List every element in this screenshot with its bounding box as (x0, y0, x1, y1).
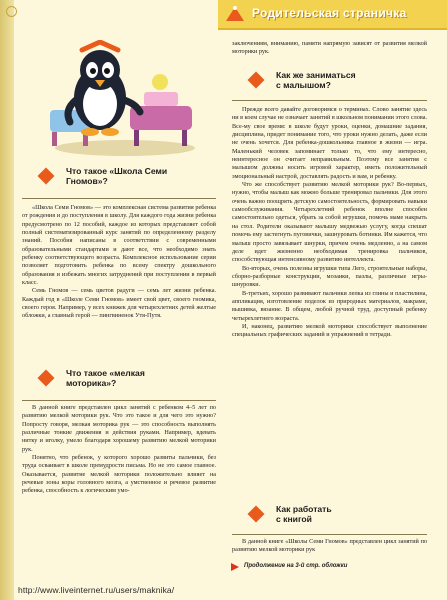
text-block-howto (232, 106, 427, 340)
arrow-right-icon (231, 563, 239, 571)
section-heading-book (250, 504, 430, 532)
section-title-line: Как же заниматься (276, 70, 356, 80)
section-heading-howto (250, 70, 430, 98)
penguin-illustration (30, 40, 205, 158)
paragraph: Понятно, что ребенок, у которого хорошо развиты пальчики, без труда осваивает в школе премудрости письма. Но не это самое главное. Оказывается, развитие мелкой моторики положительно влияет на речевые зоны коры головного мозга, а умственное и речевое развитие ребенка, способность к логическим умо- (22, 454, 216, 495)
section-title-line: Что такое «мелкая (66, 368, 145, 378)
header-title: Родительская страничка (252, 6, 407, 20)
paragraph: В данной книге представлен цикл занятий с ребенком 4–5 лет по развитию мелкой моторики рук. Что это такое и для чего это нужно? Попросту говоря, мелкая моторика рук — это способность выполнять различные тонкие движения и действия руками. Например, вдевать нитку и иголку, умело благодаря хорошему развитию мелкой моторики рук. (22, 404, 216, 453)
divider (232, 534, 427, 535)
text-block-motor (22, 404, 216, 496)
section-heading-school (40, 166, 220, 194)
text-block-book (232, 538, 427, 555)
section-title-line: с книгой (276, 514, 312, 524)
continued-note: Продолжение на 3-й стр. обложки (244, 563, 348, 569)
paragraph: Прежде всего давайте договоримся о терминах. Слово занятие здесь ни в коем случае не означает занятий в школьном понимании этого слова. Все-му свое время: в школе будут уроки, оценки, домашние задания, дисциплина, придет понимание того, что уроки нужно делать, даже если не очень хочется. Для ребенка-дошкольника главное в жизни — игра. Маленький человек запоминает только то, что ему интересно, неинтересное он считает неправильным. Поэтому все занятия с малышом должны носить игровой характер, иметь положительный эмоциональный настрой, доставлять радость и вам, и ребенку. (232, 106, 427, 180)
divider (22, 400, 216, 401)
diamond-bullet-icon (248, 506, 265, 523)
paragraph: Семь Гномов — семь цветов радуги — семь лет жизни ребенка. Каждый год в «Школе Семи Гномов» имеет свой цвет, своего гномика, своего героя. Например, у всех книжек для четырехлетних детей желтые обложки, а главный герой — пингвиненок Утя-Путя. (22, 287, 216, 320)
text-block-school (22, 204, 216, 321)
paragraph: Во-вторых, очень полезны игрушки типа Лего, строительные наборы, сборно-разборные конструкции, мозаики, пазлы, различные игры-шнуровки. (232, 264, 427, 289)
diamond-bullet-icon (38, 370, 55, 387)
divider (232, 100, 427, 101)
section-title-line: Гномов»? (66, 176, 108, 186)
paragraph: В данной книге «Школы Семи Гномов» представлен цикл занятий по развитию мелкой моторики рук (232, 538, 427, 554)
paragraph: заключениям, вниманию, памяти напрямую зависят от развития мелкой моторики рук. (232, 40, 427, 56)
section-title-line: моторика»? (66, 378, 117, 388)
source-watermark: http://www.liveinternet.ru/users/maknika/ (18, 585, 175, 595)
gnome-hat-icon (224, 5, 246, 23)
divider (22, 198, 216, 199)
binder-ring-icon (6, 6, 17, 17)
diamond-bullet-icon (248, 72, 265, 89)
section-title-line: с малышом? (276, 80, 331, 90)
section-heading-motor (40, 368, 220, 396)
paragraph: И, наконец, развитию мелкой моторики способствует выполнение специальных графических заданий и упражнений в тетради. (232, 322, 427, 339)
section-title-line: Что такое «Школа Семи (66, 166, 168, 176)
text-continuation (232, 40, 427, 57)
paragraph: Что же способствует развитию мелкой моторики рук? Во-первых, нужно, чтобы малыш как можно больше тренировал пальчики. Для этого очень важно поощрять детскую самостоятельность, формировать навыки самообслуживания. Четырехлетний ребенок вполне способен самостоятельно одеться, убрать за собой игрушки, помочь маме накрыть на стол. Родители оказывают малышу медвежью услугу, когда спешат помочь ему застегнуть пуговички, зашнуровать ботинки. Им кажется, что малыш просто завязывает шнурки, причем очень медленно, а на самом деле идет жизненно необходимая тренировка пальчиков, способствующая интенсивному развитию интеллекта. (232, 181, 427, 264)
paragraph: В-третьих, хорошо развивают пальчики лепка из глины и пластилина, аппликация, изготовление поделок из природных материалов, макраме, вышивка, вязание. В общем, любой ручной труд, доступный ребенку четырехлетнего возраста. (232, 289, 427, 322)
diamond-bullet-icon (38, 168, 55, 185)
paragraph: «Школа Семи Гномов» — это комплексная система развития ребенка от рождения и до поступления в школу. Для каждого года жизни ребенка предусмотрено по 12 пособий, каждое из которых представляет собой полный систематизированный курс занятий по определенному разделу знаний. Пособия написаны в соответствии с современными образовательными стандартами и дают все, что необходимо знать ребенку соответствующего возраста. Комплексное использование серии позволяет подготовить ребенка по всему спектру дошкольного образования и избежать многих затруднений при поступлении в первый класс. (22, 204, 216, 287)
section-title-line: Как работать (276, 504, 332, 514)
page-header (218, 0, 447, 30)
